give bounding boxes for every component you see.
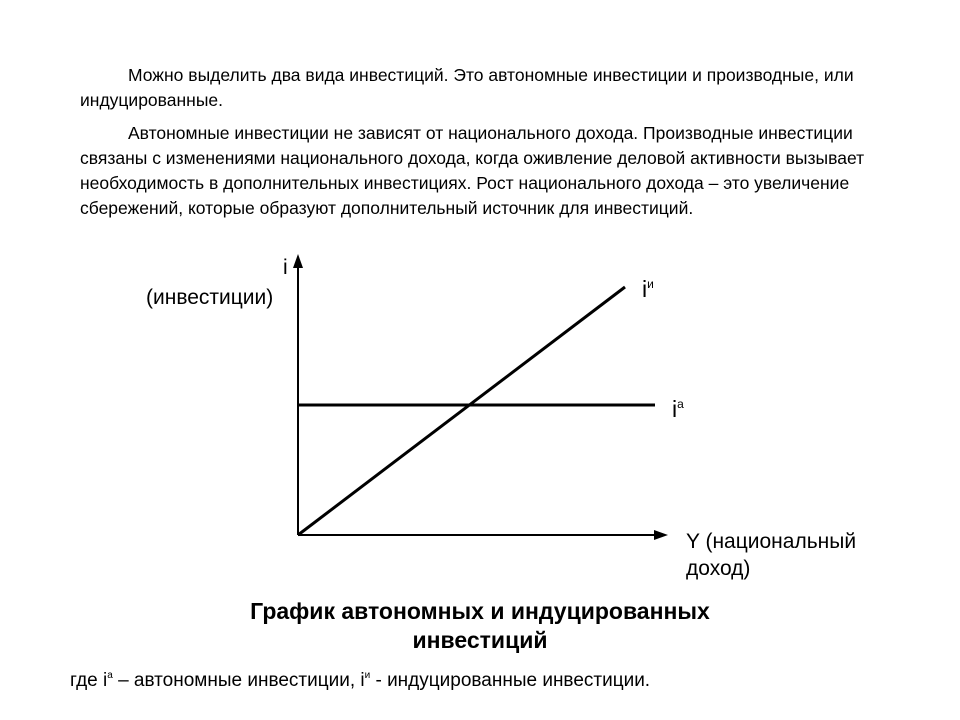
y-axis-symbol: i — [283, 256, 288, 279]
x-axis-label: Y (национальный доход) — [686, 530, 857, 580]
legend-line: где $i^а$ – автономные инвестиции, $i^и$ - индуцированные инвестиции. — [70, 670, 651, 691]
autonomous-line-label: $i^а$ — [672, 396, 684, 422]
y-axis-arrow — [293, 254, 303, 268]
x-axis-arrow — [654, 530, 668, 540]
y-axis-label: (инвестиции) — [146, 286, 274, 309]
description-paragraph: Автономные инвестиции не зависят от национального дохода. Производные инвестиции связаны с изменениями национального дохода, когда оживление деловой активности вызывает необходимость в дополнительных инвестициях. Рост национального дохода – это увеличение сбережений, которые образуют дополнительный источник для инвестиций. — [80, 123, 865, 218]
intro-paragraph: Можно выделить два вида инвестиций. Это автономные инвестиции и производные, или индуцированные. — [80, 65, 854, 110]
induced-line-label: $i^и$ — [642, 276, 654, 302]
induced-investment-line — [298, 287, 625, 535]
chart-caption: График автономных и индуцированных инвестиций — [250, 598, 710, 653]
